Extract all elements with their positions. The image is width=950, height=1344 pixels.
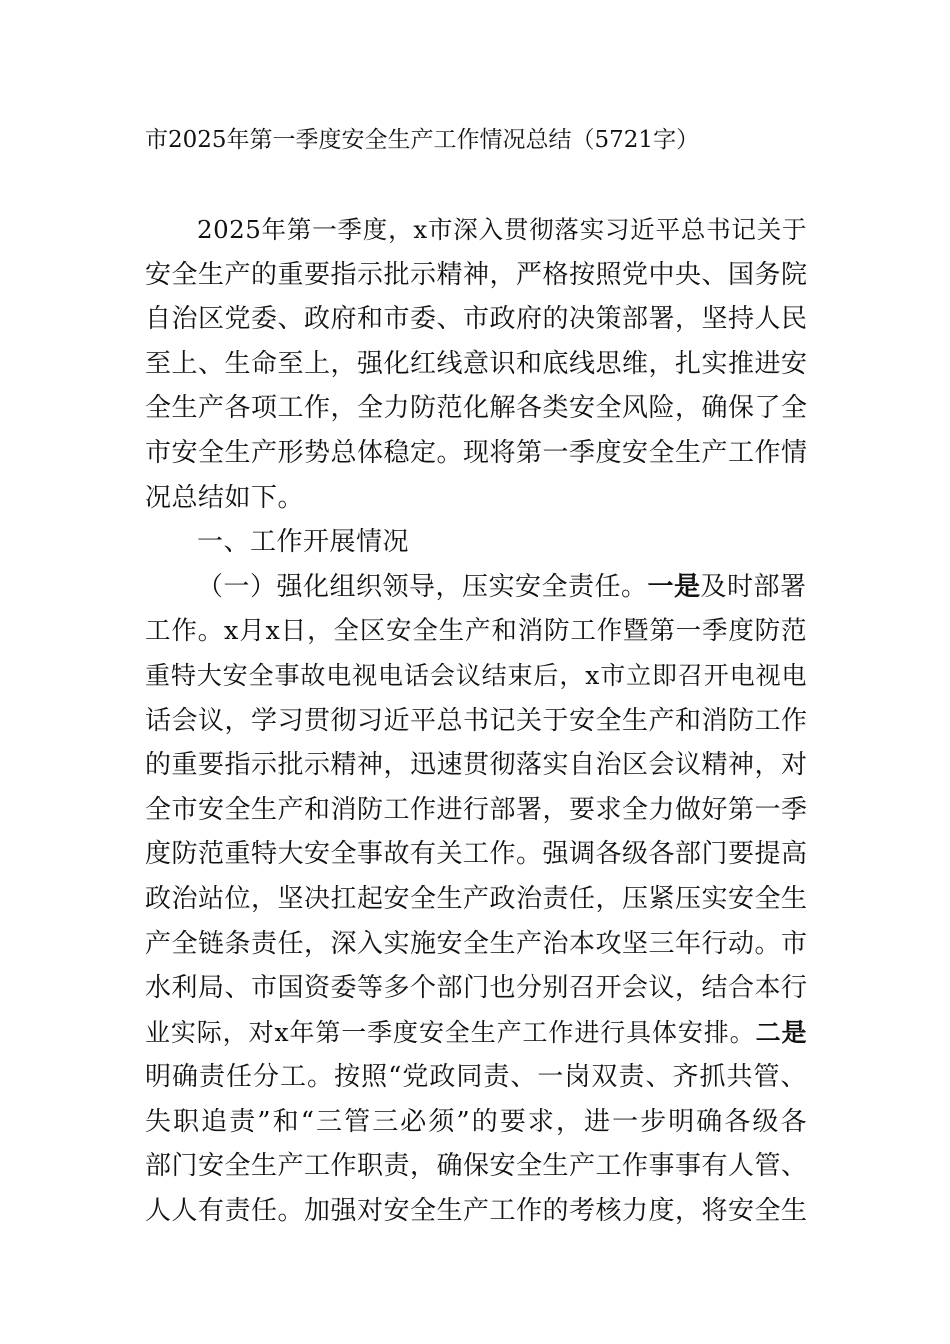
text-line: 市安全生产形势总体稳定。现将第一季度安全生产工作情 bbox=[145, 437, 808, 468]
text-line: 部门安全生产工作职责，确保安全生产工作事事有人管、 bbox=[145, 1151, 808, 1182]
text-line: 失职追责”和“三管三必须”的要求，进一步明确各级各 bbox=[145, 1106, 807, 1137]
text-line: 安全生产的重要指示批示精神，严格按照党中央、国务院 bbox=[145, 259, 808, 290]
text-line: 度防范重特大安全事故有关工作。强调各级各部门要提高 bbox=[145, 839, 808, 870]
bold-marker-second: 二是 bbox=[755, 1017, 807, 1047]
text-line: 产全链条责任，深入实施安全生产治本攻坚三年行动。市 bbox=[145, 928, 808, 959]
text-line-mixed bbox=[145, 565, 807, 610]
text-line: 人人有责任。加强对安全生产工作的考核力度，将安全生 bbox=[145, 1196, 808, 1227]
subsection-heading: （一）强化组织领导，压实安全责任。 bbox=[197, 571, 648, 602]
text-line: 至上、生命至上，强化红线意识和底线思维，扎实推进安 bbox=[145, 348, 808, 379]
text-line: 工作。x月x日，全区安全生产和消防工作暨第一季度防范 bbox=[145, 616, 807, 647]
text-line: 重特大安全事故电视电话会议结束后，x市立即召开电视电 bbox=[145, 660, 807, 690]
text-line: 全市安全生产和消防工作进行部署，要求全力做好第一季 bbox=[145, 794, 808, 825]
text-line: 况总结如下。 bbox=[145, 482, 305, 513]
text-line: 明确责任分工。按照“党政同责、一岗双责、齐抓共管、 bbox=[145, 1062, 807, 1093]
section-heading: 一、工作开展情况 bbox=[197, 527, 410, 558]
text-line: 政治站位，坚决扛起安全生产政治责任，压紧压实安全生 bbox=[145, 883, 808, 914]
document-body bbox=[145, 208, 807, 1234]
text-line: 水利局、市国资委等多个部门也分别召开会议，结合本行 bbox=[145, 973, 808, 1004]
text-line: 全生产各项工作，全力防范化解各类安全风险，确保了全 bbox=[145, 393, 808, 424]
text-line: 话会议，学习贯彻习近平总书记关于安全生产和消防工作 bbox=[145, 705, 808, 736]
text-line-mixed bbox=[145, 1011, 807, 1056]
bold-marker-first: 一是 bbox=[647, 571, 701, 602]
text-line: 自治区党委、政府和市委、市政府的决策部署，坚持人民 bbox=[145, 304, 808, 335]
text-fragment: 业实际，对x年第一季度安全生产工作进行具体安排。 bbox=[145, 1017, 756, 1047]
text-line: 2025年第一季度，x市深入贯彻落实习近平总书记关于 bbox=[197, 215, 807, 244]
text-line: 的重要指示批示精神，迅速贯彻落实自治区会议精神，对 bbox=[145, 750, 808, 781]
text-fragment: 及时部署 bbox=[700, 571, 807, 602]
document-title: 市2025年第一季度安全生产工作情况总结（5721字） bbox=[145, 127, 700, 153]
